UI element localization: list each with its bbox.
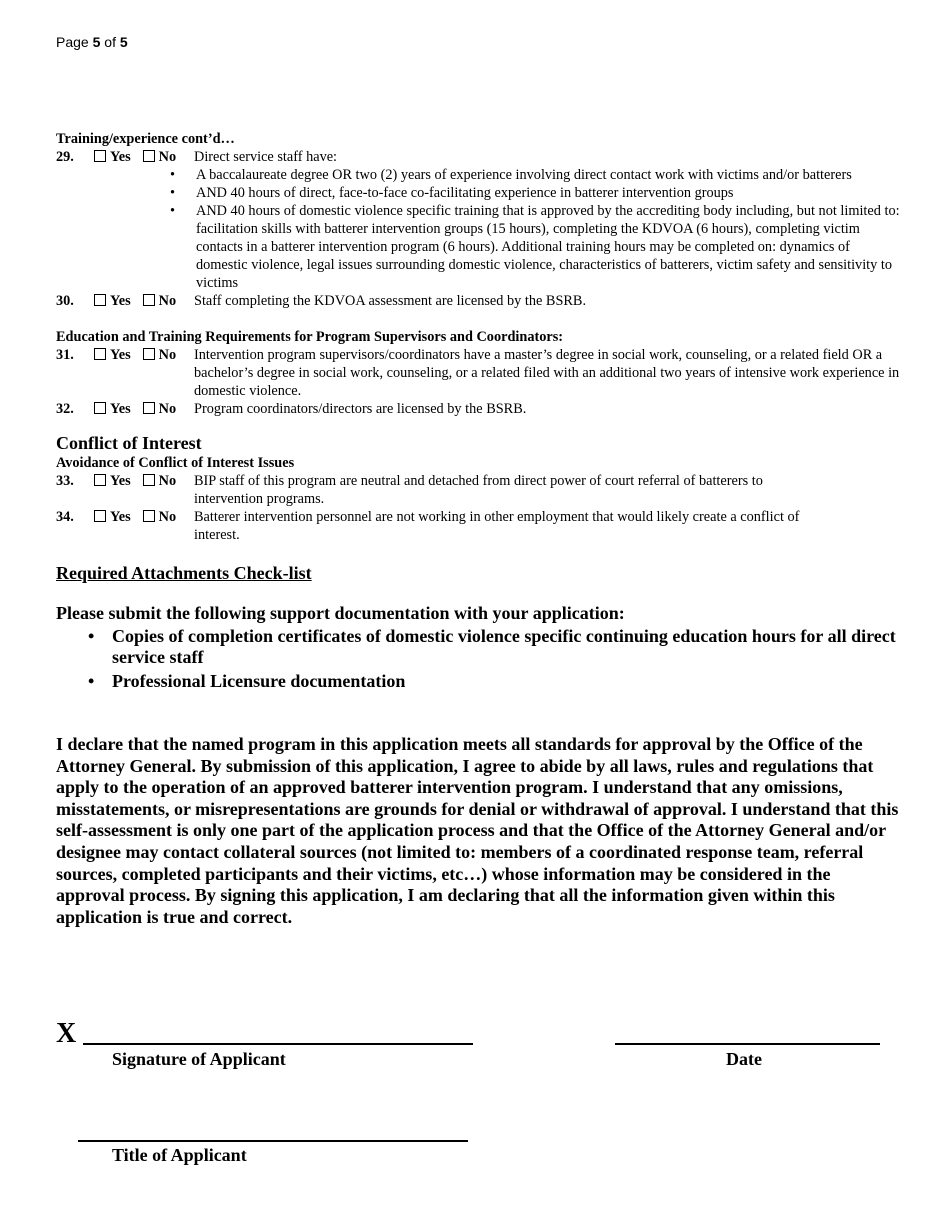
training-section-title: Training/experience cont’d… bbox=[56, 131, 235, 147]
yes-no-choice bbox=[94, 472, 194, 508]
yes-label: Yes bbox=[110, 509, 131, 525]
yes-label: Yes bbox=[110, 347, 131, 363]
q29-requirements-list bbox=[56, 166, 901, 292]
signature-x-mark: X bbox=[56, 1018, 77, 1049]
yes-label: Yes bbox=[110, 401, 131, 417]
list-item: • AND 40 hours of domestic violence specific training that is approved by the accrediting body including, but not limited to: facilitation skills with batterer intervention groups (15 hours), completing the KDVOA (6 hours), completing victim contacts in a batterer intervention program (6 hours). Additional training hours may be completed on: dynamics of domestic violence, legal issues surrounding domestic violence, characteristics of batterers, victim safety and sensitivity to victims bbox=[196, 202, 901, 292]
date-line[interactable] bbox=[615, 1043, 880, 1045]
title-line[interactable] bbox=[78, 1140, 468, 1142]
question-text: Program coordinators/directors are licensed by the BSRB. bbox=[194, 401, 527, 417]
no-label: No bbox=[158, 509, 177, 525]
signature-line[interactable] bbox=[83, 1043, 473, 1045]
attachments-list bbox=[56, 626, 901, 692]
declaration-text: I declare that the named program in this application meets all standards for approval by the Office of the Attorney General. By submission of this application, I agree to abide by all laws, rules and regulations that apply to the operation of an approved batterer intervention program. I understand that any omissions, misstatements, or misrepresentations are grounds for denial or withdrawal of approval. I understand that this self-assessment is only one part of the application process and that the Office of the Attorney General and/or designee may contact collateral sources (not limited to: members of a coordinated response team, referral sources, completed participants and their victims, etc…) whose information may be considered in the approval process. By signing this application, I am declaring that all the information given within this application is true and correct. bbox=[56, 734, 899, 927]
title-label: Title of Applicant bbox=[112, 1145, 247, 1165]
question-29 bbox=[56, 148, 901, 166]
list-item: • Professional Licensure documentation bbox=[112, 671, 901, 692]
question-30 bbox=[56, 292, 901, 310]
page-of: of bbox=[100, 34, 120, 50]
yes-no-choice bbox=[94, 292, 194, 310]
question-text: BIP staff of this program are neutral and detached from direct power of court referral of batterers to intervention programs. bbox=[194, 473, 763, 507]
page-number bbox=[56, 34, 128, 50]
yes-checkbox[interactable] bbox=[94, 474, 106, 486]
no-checkbox[interactable] bbox=[143, 150, 155, 162]
question-text: Staff completing the KDVOA assessment are licensed by the BSRB. bbox=[194, 293, 587, 309]
yes-no-choice bbox=[94, 346, 194, 400]
conflict-section-subtitle: Avoidance of Conflict of Interest Issues bbox=[56, 455, 295, 471]
no-label: No bbox=[158, 473, 177, 489]
list-item: • AND 40 hours of direct, face-to-face co-facilitating experience in batterer intervention groups bbox=[196, 184, 901, 202]
no-checkbox[interactable] bbox=[143, 474, 155, 486]
question-33 bbox=[56, 472, 901, 508]
conflict-section-title: Conflict of Interest bbox=[56, 433, 202, 453]
page-current: 5 bbox=[92, 34, 101, 50]
no-label: No bbox=[158, 401, 177, 417]
question-number: 33. bbox=[56, 473, 74, 489]
question-text: Batterer intervention personnel are not working in other employment that would likely create a conflict of interest. bbox=[194, 509, 800, 543]
page-total: 5 bbox=[119, 34, 128, 50]
question-number: 32. bbox=[56, 401, 74, 417]
date-label: Date bbox=[726, 1049, 762, 1069]
question-34 bbox=[56, 508, 901, 544]
yes-no-choice bbox=[94, 148, 194, 166]
question-number: 29. bbox=[56, 149, 74, 165]
yes-no-choice bbox=[94, 508, 194, 544]
yes-label: Yes bbox=[110, 149, 131, 165]
list-item: • A baccalaureate degree OR two (2) years of experience involving direct contact work with victims and/or batterers bbox=[196, 166, 901, 184]
yes-checkbox[interactable] bbox=[94, 348, 106, 360]
question-text: Intervention program supervisors/coordinators have a master’s degree in social work, counseling, or a related field OR a bachelor’s degree in social work, counseling, or a related filed with an additional two years of intensive work experience in domestic violence. bbox=[194, 347, 900, 399]
page-label: Page bbox=[56, 34, 93, 50]
question-number: 30. bbox=[56, 293, 74, 309]
no-checkbox[interactable] bbox=[143, 294, 155, 306]
education-section-title: Education and Training Requirements for Program Supervisors and Coordinators: bbox=[56, 329, 564, 345]
yes-checkbox[interactable] bbox=[94, 402, 106, 414]
no-checkbox[interactable] bbox=[143, 402, 155, 414]
yes-checkbox[interactable] bbox=[94, 150, 106, 162]
question-number: 34. bbox=[56, 509, 74, 525]
no-checkbox[interactable] bbox=[143, 348, 155, 360]
attachments-title: Required Attachments Check-list bbox=[56, 563, 312, 583]
list-item: • Copies of completion certificates of domestic violence specific continuing education hours for all direct service staff bbox=[112, 626, 901, 668]
yes-label: Yes bbox=[110, 473, 131, 489]
yes-label: Yes bbox=[110, 293, 131, 309]
no-label: No bbox=[158, 149, 177, 165]
no-label: No bbox=[158, 293, 177, 309]
signature-area bbox=[56, 1018, 901, 1218]
question-number: 31. bbox=[56, 347, 74, 363]
signature-label: Signature of Applicant bbox=[112, 1049, 286, 1069]
question-text: Direct service staff have: bbox=[194, 149, 338, 165]
form-content bbox=[56, 130, 901, 928]
yes-no-choice bbox=[94, 400, 194, 418]
submit-instruction: Please submit the following support documentation with your application: bbox=[56, 603, 625, 623]
question-32 bbox=[56, 400, 901, 418]
yes-checkbox[interactable] bbox=[94, 294, 106, 306]
question-31 bbox=[56, 346, 901, 400]
no-checkbox[interactable] bbox=[143, 510, 155, 522]
no-label: No bbox=[158, 347, 177, 363]
yes-checkbox[interactable] bbox=[94, 510, 106, 522]
